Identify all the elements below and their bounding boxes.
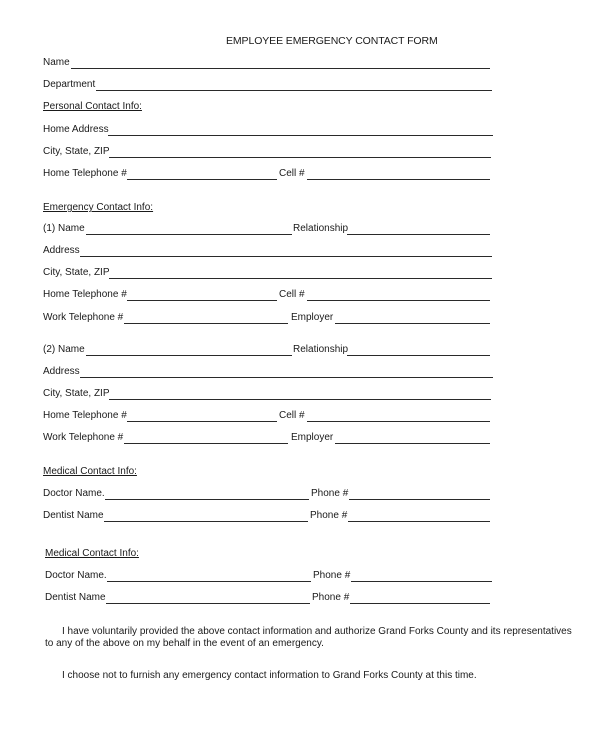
form-title: EMPLOYEE EMERGENCY CONTACT FORM [226, 35, 438, 47]
dentist-name-label-2: Dentist Name [45, 592, 106, 603]
contact1-relationship-field[interactable] [347, 234, 490, 235]
emergency-contact-heading: Emergency Contact Info: [43, 202, 154, 213]
contact2-employer-field[interactable] [335, 443, 490, 444]
contact2-name-label: (2) Name [43, 344, 85, 355]
contact2-cell-field[interactable] [307, 421, 490, 422]
dentist-phone-label-2: Phone # [312, 592, 350, 603]
contact1-employer-label: Employer [291, 312, 334, 323]
contact2-work-telephone-field[interactable] [124, 443, 288, 444]
home-address-field[interactable] [108, 135, 493, 136]
contact2-city-state-zip-field[interactable] [109, 399, 491, 400]
contact1-work-telephone-field[interactable] [124, 323, 288, 324]
cell-label: Cell # [279, 168, 305, 179]
contact2-work-telephone-label: Work Telephone # [43, 432, 124, 443]
contact1-relationship-label: Relationship [293, 223, 349, 234]
contact2-address-label: Address [43, 366, 80, 377]
contact1-home-telephone-label: Home Telephone # [43, 289, 127, 300]
contact2-home-telephone-field[interactable] [127, 421, 277, 422]
name-field[interactable] [71, 68, 490, 69]
medical-contact-heading: Medical Contact Info: [43, 466, 137, 477]
contact2-address-field[interactable] [80, 377, 493, 378]
dentist-phone-field-2[interactable] [350, 603, 490, 604]
doctor-name-field[interactable] [105, 499, 309, 500]
dentist-name-field-2[interactable] [106, 603, 310, 604]
dentist-name-field[interactable] [104, 521, 308, 522]
contact1-city-state-zip-label: City, State, ZIP [43, 267, 110, 278]
medical-contact-heading-2: Medical Contact Info: [45, 548, 139, 559]
department-field[interactable] [96, 90, 492, 91]
name-label: Name [43, 57, 70, 68]
contact2-relationship-field[interactable] [347, 355, 490, 356]
city-state-zip-field[interactable] [109, 157, 491, 158]
home-address-label: Home Address [43, 124, 109, 135]
contact1-address-label: Address [43, 245, 80, 256]
dentist-phone-label: Phone # [310, 510, 348, 521]
cell-field[interactable] [307, 179, 490, 180]
contact2-city-state-zip-label: City, State, ZIP [43, 388, 110, 399]
consent-option1-text: I have voluntarily provided the above contact information and authorize Grand Forks County and its representatives to any of the above on my behalf in the event of an emergency. [45, 626, 572, 649]
contact1-cell-label: Cell # [279, 289, 305, 300]
doctor-phone-label: Phone # [311, 488, 349, 499]
dentist-phone-field[interactable] [348, 521, 490, 522]
contact1-city-state-zip-field[interactable] [109, 278, 492, 279]
home-telephone-field[interactable] [127, 179, 277, 180]
contact1-employer-field[interactable] [335, 323, 490, 324]
contact2-relationship-label: Relationship [293, 344, 349, 355]
contact1-cell-field[interactable] [307, 300, 490, 301]
contact1-address-field[interactable] [80, 256, 492, 257]
city-state-zip-label: City, State, ZIP [43, 146, 110, 157]
home-telephone-label: Home Telephone # [43, 168, 127, 179]
doctor-name-label-2: Doctor Name. [45, 570, 107, 581]
doctor-phone-label-2: Phone # [313, 570, 351, 581]
doctor-phone-field[interactable] [349, 499, 490, 500]
doctor-name-field-2[interactable] [107, 581, 311, 582]
contact1-name-label: (1) Name [43, 223, 85, 234]
contact2-employer-label: Employer [291, 432, 334, 443]
contact1-name-field[interactable] [86, 234, 292, 235]
doctor-phone-field-2[interactable] [351, 581, 492, 582]
doctor-name-label: Doctor Name. [43, 488, 105, 499]
personal-contact-heading: Personal Contact Info: [43, 101, 142, 112]
department-label: Department [43, 79, 96, 90]
dentist-name-label: Dentist Name [43, 510, 104, 521]
consent-option2-text: I choose not to furnish any emergency contact information to Grand Forks County at this time. [62, 670, 477, 681]
contact1-home-telephone-field[interactable] [127, 300, 277, 301]
contact2-home-telephone-label: Home Telephone # [43, 410, 127, 421]
contact2-name-field[interactable] [86, 355, 292, 356]
contact1-work-telephone-label: Work Telephone # [43, 312, 124, 323]
contact2-cell-label: Cell # [279, 410, 305, 421]
